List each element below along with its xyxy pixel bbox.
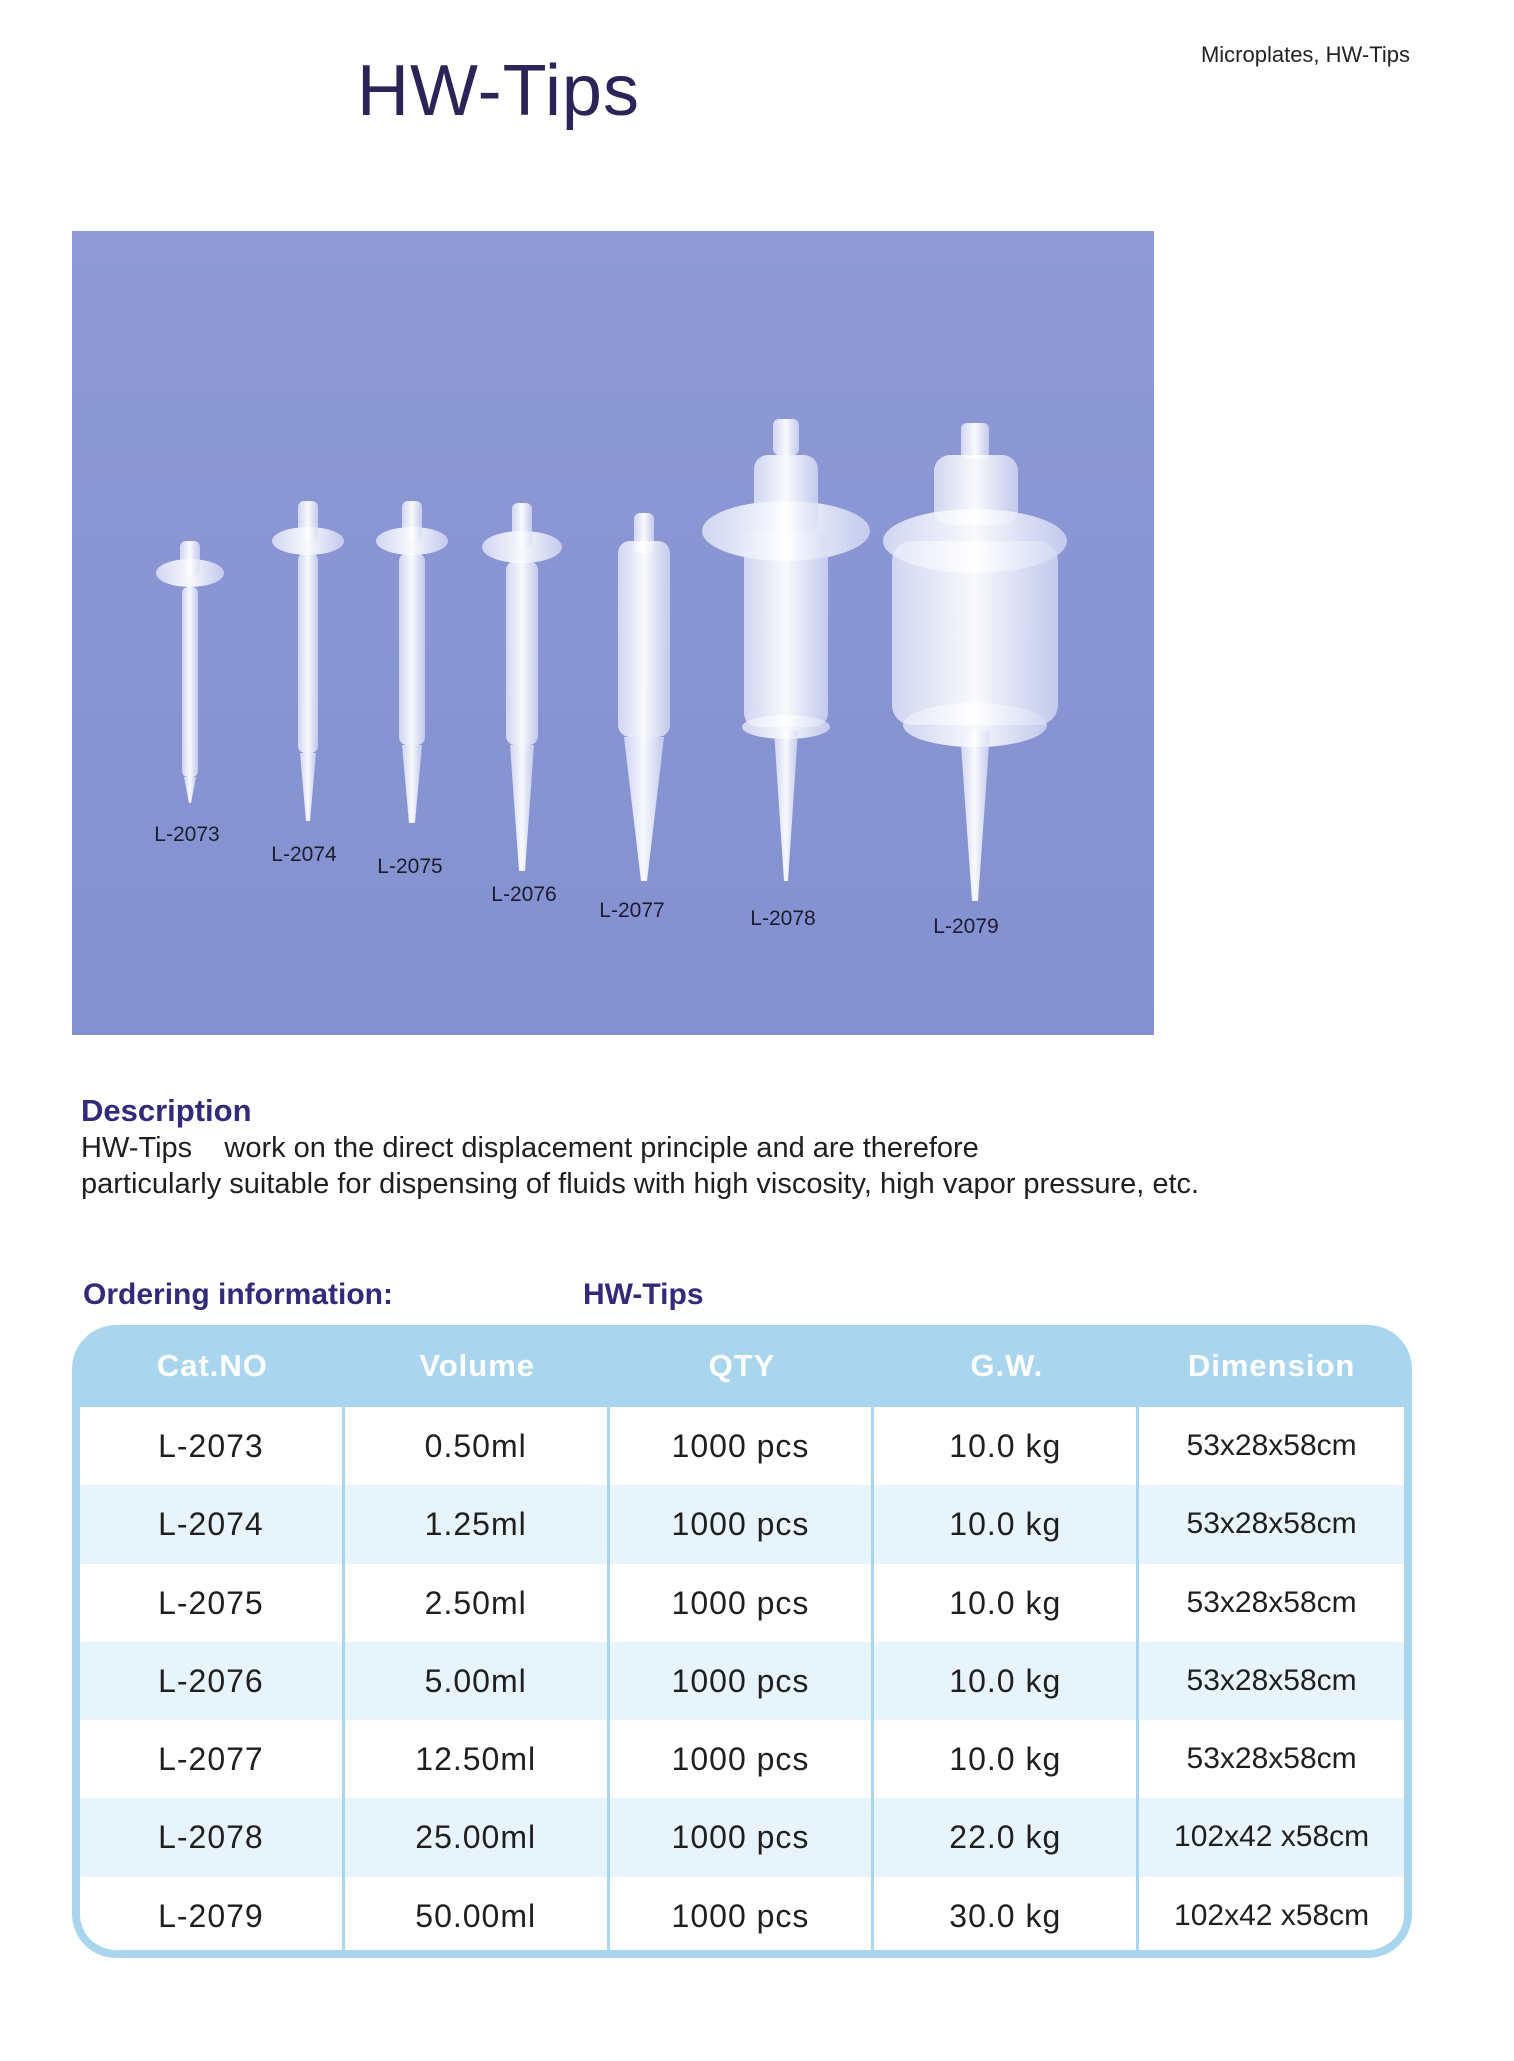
photo-label-l-2074: L-2074	[271, 843, 337, 866]
column-header-dimension: Dimension	[1187, 1348, 1356, 1383]
cell-dimension: 53x28x58cm	[1186, 1507, 1357, 1541]
cell-cat-no: L-2077	[80, 1720, 345, 1798]
cell-gw: 30.0 kg	[874, 1877, 1139, 1950]
cell-gw: 10.0 kg	[874, 1720, 1139, 1798]
cell-qty: 1000 pcs	[610, 1485, 875, 1563]
description-line-1: HW-Tips work on the direct displacement principle and are therefore	[81, 1132, 979, 1164]
photo-label-l-2077: L-2077	[599, 899, 665, 922]
cell-cat-no: L-2079	[80, 1877, 345, 1950]
cell-dimension: 53x28x58cm	[1186, 1585, 1357, 1619]
cell-gw: 10.0 kg	[874, 1564, 1139, 1642]
cell-volume: 12.50ml	[345, 1720, 610, 1798]
page-title: HW-Tips	[357, 51, 640, 131]
column-header-volume: Volume	[419, 1348, 536, 1383]
description-line-2: particularly suitable for dispensing of fluids with high viscosity, high vapor pressure, etc.	[81, 1168, 1200, 1200]
table-row	[80, 1407, 1404, 1485]
cell-volume: 25.00ml	[345, 1798, 610, 1876]
ordering-table	[72, 1325, 1412, 1958]
description-text	[81, 1130, 1401, 1202]
table-row	[80, 1798, 1404, 1876]
cell-cat-no: L-2075	[80, 1564, 345, 1642]
section-label: Microplates, HW-Tips	[1200, 42, 1410, 67]
table-row	[80, 1642, 1404, 1720]
table-row	[80, 1720, 1404, 1798]
cell-cat-no: L-2078	[80, 1798, 345, 1876]
cell-qty: 1000 pcs	[610, 1877, 875, 1950]
table-row	[80, 1564, 1404, 1642]
cell-dimension: 53x28x58cm	[1186, 1663, 1357, 1697]
cell-qty: 1000 pcs	[610, 1798, 875, 1876]
cell-dimension: 102x42 x58cm	[1174, 1898, 1370, 1932]
cell-cat-no: L-2076	[80, 1642, 345, 1720]
column-header-gw: G.W.	[970, 1348, 1044, 1383]
cell-gw: 10.0 kg	[874, 1407, 1139, 1485]
cell-gw: 10.0 kg	[874, 1485, 1139, 1563]
cell-dimension: 53x28x58cm	[1186, 1429, 1357, 1462]
photo-label-l-2073: L-2073	[154, 823, 220, 846]
cell-cat-no: L-2074	[80, 1485, 345, 1563]
cell-volume: 0.50ml	[345, 1407, 610, 1485]
photo-label-l-2079: L-2079	[933, 915, 999, 938]
table-row	[80, 1485, 1404, 1563]
cell-qty: 1000 pcs	[610, 1642, 875, 1720]
cell-qty: 1000 pcs	[610, 1564, 875, 1642]
table-header	[80, 1325, 1404, 1407]
cell-qty: 1000 pcs	[610, 1720, 875, 1798]
table-body	[80, 1407, 1404, 1950]
cell-volume: 5.00ml	[345, 1642, 610, 1720]
photo-label-l-2076: L-2076	[491, 883, 557, 906]
cell-gw: 22.0 kg	[874, 1798, 1139, 1876]
table-row	[80, 1877, 1404, 1950]
column-header-qty: QTY	[708, 1348, 776, 1383]
column-header-cat-no: Cat.NO	[156, 1348, 268, 1383]
cell-dimension: 102x42 x58cm	[1174, 1820, 1370, 1854]
description-heading: Description	[81, 1093, 252, 1128]
product-photo	[72, 231, 1154, 1035]
cell-cat-no: L-2073	[80, 1407, 345, 1485]
ordering-product-name: HW-Tips	[583, 1278, 704, 1311]
photo-label-l-2078: L-2078	[750, 907, 816, 930]
photo-label-l-2075: L-2075	[377, 855, 443, 878]
ordering-information-label: Ordering information:	[83, 1278, 393, 1311]
cell-qty: 1000 pcs	[610, 1407, 875, 1485]
cell-volume: 1.25ml	[345, 1485, 610, 1563]
cell-volume: 2.50ml	[345, 1564, 610, 1642]
cell-dimension: 53x28x58cm	[1186, 1742, 1357, 1776]
cell-volume: 50.00ml	[345, 1877, 610, 1950]
cell-gw: 10.0 kg	[874, 1642, 1139, 1720]
